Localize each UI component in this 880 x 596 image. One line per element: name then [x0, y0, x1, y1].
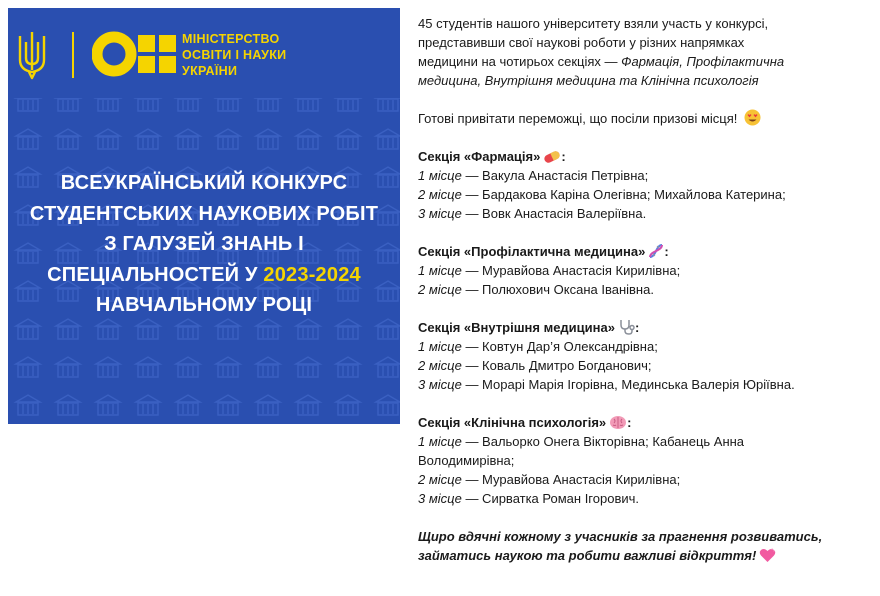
title-line-text: СПЕЦІАЛЬНОСТЕЙ У — [47, 263, 258, 286]
section-internal-medicine — [418, 318, 870, 394]
place-names: — Полюхович Оксана Іванівна. — [465, 282, 654, 297]
section-title — [418, 318, 870, 337]
place-line — [418, 204, 870, 223]
place-names: — Коваль Дмитро Богданович; — [465, 358, 652, 373]
place-names: — Вальорко Онега Вікторівна; Кабанець Анна — [465, 434, 745, 449]
place-line — [418, 185, 870, 204]
section-clinical-psychology — [418, 413, 870, 508]
section-title-text: Секція «Клінічна психологія» — [418, 415, 607, 430]
intro-text: медицини на чотирьох секціях — — [418, 54, 622, 69]
place-names: Володимирівна; — [418, 453, 515, 468]
mon-logo-icon — [92, 30, 178, 78]
place-label: 1 місце — [418, 434, 462, 449]
section-title — [418, 413, 870, 432]
section-pharmacy — [418, 147, 870, 223]
place-line — [418, 166, 870, 185]
closing-paragraph — [418, 527, 870, 565]
greeting-text: Готові привітати переможці, що посіли призові місця! — [418, 111, 738, 126]
place-line — [418, 261, 870, 280]
stethoscope-icon — [618, 319, 635, 335]
place-label: 3 місце — [418, 206, 462, 221]
place-label: 2 місце — [418, 187, 462, 202]
place-names: — Сирватка Роман Ігорович. — [465, 491, 640, 506]
closing-line: Щиро вдячні кожному з учасників за прагнення розвиватись, — [418, 529, 823, 544]
closing-line — [418, 546, 870, 565]
dna-icon — [648, 243, 664, 259]
ministry-line: УКРАЇНИ — [182, 64, 238, 78]
ministry-name — [182, 31, 286, 79]
intro-line: 45 студентів нашого університету взяли участь у конкурсі, — [418, 16, 769, 31]
place-names: — Вакула Анастасія Петрівна; — [465, 168, 649, 183]
place-label: 2 місце — [418, 472, 462, 487]
section-title-text: Секція «Фармація» — [418, 149, 541, 164]
place-label: 3 місце — [418, 377, 462, 392]
place-label: 1 місце — [418, 339, 462, 354]
ministry-line: МІНІСТЕРСТВО — [182, 32, 280, 46]
pink-heart-icon — [759, 548, 776, 563]
ministry-logo-row — [8, 8, 400, 96]
place-line — [418, 280, 870, 299]
place-names: — Ковтун Дар’я Олександрівна; — [465, 339, 658, 354]
place-line — [418, 375, 870, 394]
pill-icon — [543, 150, 561, 164]
place-label: 1 місце — [418, 168, 462, 183]
contest-title — [8, 168, 400, 321]
intro-sections-italic: Фармація, Профілактична — [621, 54, 785, 69]
greeting-line — [418, 109, 870, 128]
section-title-text: Секція «Профілактична медицина» — [418, 244, 646, 259]
closing-text: займатись наукою та робити важливі відкриття! — [418, 548, 757, 563]
title-line — [8, 260, 400, 291]
section-title-text: Секція «Внутрішня медицина» — [418, 320, 615, 335]
trident-coat-of-arms-icon — [17, 30, 47, 80]
title-line: СТУДЕНТСЬКИХ НАУКОВИХ РОБІТ — [29, 202, 379, 225]
title-line: ВСЕУКРАЇНСЬКИЙ КОНКУРС — [60, 172, 348, 194]
intro-paragraph — [418, 14, 870, 90]
title-line: З ГАЛУЗЕЙ ЗНАНЬ І — [104, 233, 304, 255]
title-year: 2023-2024 — [263, 263, 361, 286]
place-line-continued — [418, 451, 870, 470]
place-line — [418, 432, 870, 451]
place-names: — Вовк Анастасія Валеріївна. — [465, 206, 647, 221]
place-label: 2 місце — [418, 282, 462, 297]
intro-line: представивши свої наукові роботи у різних напрямках — [418, 35, 745, 50]
place-label: 2 місце — [418, 358, 462, 373]
place-label: 3 місце — [418, 491, 462, 506]
heart-eyes-emoji-icon — [744, 109, 761, 126]
logo-separator — [72, 32, 74, 78]
place-names: — Муравйова Анастасія Кирилівна; — [465, 472, 681, 487]
brain-icon — [609, 415, 627, 430]
post-text — [418, 14, 870, 565]
place-names: — Муравйова Анастасія Кирилівна; — [465, 263, 681, 278]
place-label: 1 місце — [418, 263, 462, 278]
intro-sections-italic: медицина, Внутрішня медицина та Клінічна психологія — [418, 73, 759, 88]
section-preventive-medicine — [418, 242, 870, 299]
section-title-suffix: : — [627, 415, 632, 430]
place-line — [418, 470, 870, 489]
section-title — [418, 147, 870, 166]
place-line — [418, 356, 870, 375]
ministry-line: ОСВІТИ І НАУКИ — [182, 48, 287, 62]
title-line: НАВЧАЛЬНОМУ РОЦІ — [95, 294, 313, 316]
section-title-suffix: : — [634, 320, 640, 335]
place-names: — Морарі Марія Ігорівна, Мединська Валерія Юріївна. — [465, 377, 795, 392]
intro-line — [418, 52, 870, 71]
section-title — [418, 242, 870, 261]
place-names: — Бардакова Каріна Олегівна; Михайлова Катерина; — [465, 187, 786, 202]
place-line — [418, 337, 870, 356]
place-line — [418, 489, 870, 508]
contest-banner-image — [8, 8, 400, 424]
intro-line — [418, 71, 870, 90]
section-title-suffix: : — [561, 149, 566, 164]
section-title-suffix: : — [664, 244, 669, 259]
